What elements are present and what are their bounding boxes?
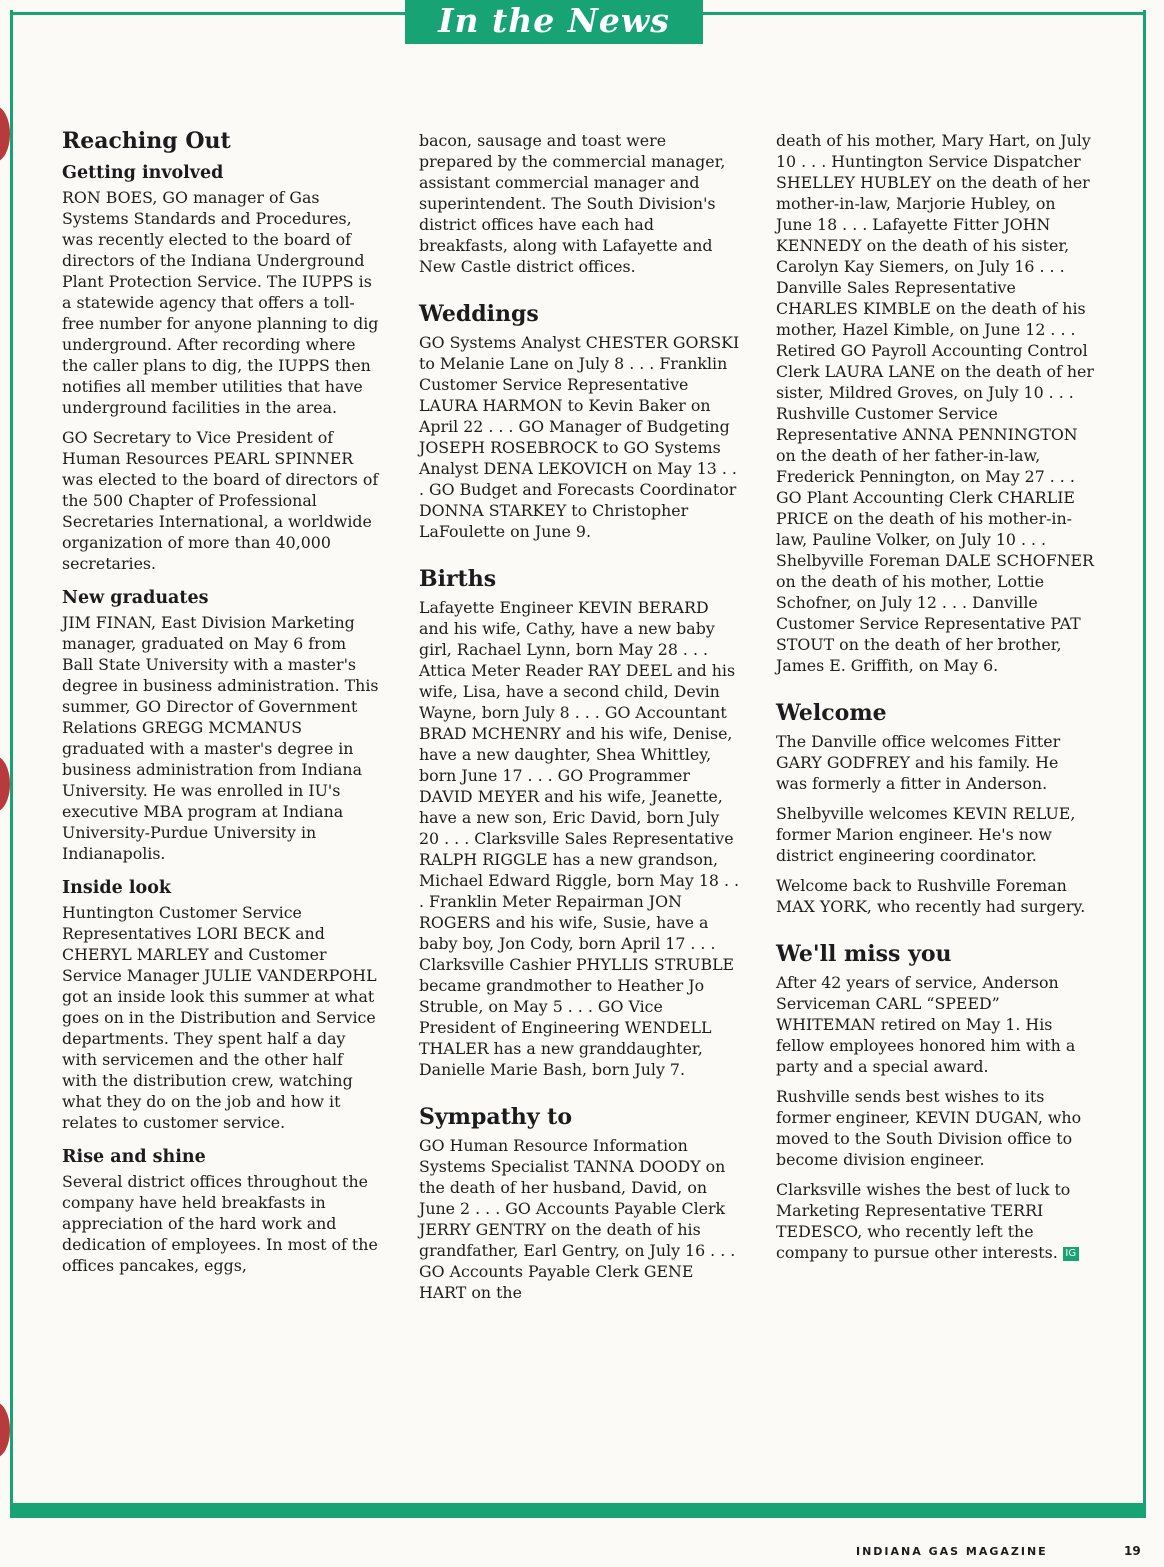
binder-hole-middle	[0, 756, 10, 812]
subhead-inside-look: Inside look	[62, 878, 171, 898]
column-1	[62, 128, 380, 1285]
paragraph: After 42 years of service, Anderson Serviceman CARL “SPEED” WHITEMAN retired on May 1. His fellow employees honored him with a party and a special award.	[776, 973, 1076, 1076]
end-mark-logo-icon: IG	[1063, 1247, 1079, 1261]
paragraph-final	[776, 1179, 1094, 1263]
paragraph-continued: bacon, sausage and toast were prepared by the commercial manager, assistant commercial manager and superintendent. The South Division's district offices have each had breakfasts, along with Lafayette and New Castle district offices.	[419, 131, 726, 276]
section-sympathy	[419, 1104, 741, 1303]
subhead-rise-and-shine: Rise and shine	[62, 1147, 206, 1167]
section-welcome	[776, 700, 1094, 917]
section-title-well-miss-you: We'll miss you	[776, 941, 952, 967]
paragraph: Shelbyville welcomes KEVIN RELUE, former Marion engineer. He's now district engineering coordinator.	[776, 804, 1076, 865]
paragraph: RON BOES, GO manager of Gas Systems Standards and Procedures, was recently elected to the board of directors of the Indiana Underground Plant Protection Service. The IUPPS is a statewide agency that offers a toll-free number for anyone planning to dig underground. After recording where the caller plans to dig, the IUPPS then notifies all member utilities that have underground facilities in the area.	[62, 188, 379, 417]
paragraph: GO Human Resource Information Systems Specialist TANNA DOODY on the death of her husband, David, on June 2 . . . GO Accounts Payable Clerk JERRY GENTRY on the death of his grandfather, Earl Gentry, on July 16 . . . GO Accounts Payable Clerk GENE HART on the	[419, 1136, 736, 1302]
paragraph-continued: death of his mother, Mary Hart, on July 10 . . . Huntington Service Dispatcher SHELLEY HUBLEY on the death of her mother-in-law, Marjorie Hubley, on June 18 . . . Lafayette Fitter JOHN KENNEDY on the death of his sister, Carolyn Kay Siemers, on July 16 . . . Danville Sales Representative CHARLES KIMBLE on the death of his mother, Hazel Kimble, on June 12 . . . Retired GO Payroll Accounting Control Clerk LAURA LANE on the death of her sister, Mildred Groves, on July 10 . . . Rushville Customer Service Representative ANNA PENNINGTON on the death of her father-in-law, Frederick Pennington, on May 27 . . . GO Plant Accounting Clerk CHARLIE PRICE on the death of his mother-in-law, Pauline Volker, on July 10 . . . Shelbyville Foreman DALE SCHOFNER on the death of his mother, Lottie Schofner, on July 12 . . . Danville Customer Service Representative PAT STOUT on the death of her brother, James E. Griffith, on May 6.	[776, 131, 1094, 675]
column-3	[776, 130, 1094, 1272]
section-title-sympathy: Sympathy to	[419, 1104, 573, 1130]
paragraph: Welcome back to Rushville Foreman MAX YORK, who recently had surgery.	[776, 876, 1086, 916]
paragraph: Huntington Customer Service Representatives LORI BECK and CHERYL MARLEY and Customer Service Manager JULIE VANDERPOHL got an inside look this summer at what goes on in the Distribution and Service departments. They spent half a day with servicemen and the other half with the distribution crew, watching what they do on the job and how it relates to customer service.	[62, 903, 377, 1132]
section-weddings	[419, 301, 741, 542]
paragraph: GO Secretary to Vice President of Human Resources PEARL SPINNER was elected to the board of directors of the 500 Chapter of Professional Secretaries International, a worldwide organization of more than 40,000 secretaries.	[62, 428, 379, 573]
subhead-getting-involved: Getting involved	[62, 163, 224, 183]
frame-top-rule-left	[10, 12, 406, 15]
paragraph-final-text: Clarksville wishes the best of luck to Marketing Representative TERRI TEDESCO, who recently left the company to pursue other interests.	[776, 1180, 1071, 1262]
section-well-miss-you	[776, 941, 1094, 1263]
paragraph: Several district offices throughout the company have held breakfasts in appreciation of the hard work and dedication of employees. In most of the offices pancakes, eggs,	[62, 1172, 378, 1275]
section-title-weddings: Weddings	[419, 301, 539, 327]
frame-top-rule-right	[702, 12, 1146, 15]
section-births	[419, 566, 741, 1080]
masthead-in-the-news: In the News	[405, 0, 703, 44]
paragraph: The Danville office welcomes Fitter GARY GODFREY and his family. He was formerly a fitter in Anderson.	[776, 732, 1061, 793]
section-title-welcome: Welcome	[776, 700, 887, 726]
page-number: 19	[1124, 1544, 1141, 1558]
bottom-color-band	[10, 1503, 1146, 1518]
paragraph: Rushville sends best wishes to its former engineer, KEVIN DUGAN, who moved to the South Division office to become division engineer.	[776, 1087, 1082, 1169]
column-2	[419, 130, 741, 1312]
paragraph: JIM FINAN, East Division Marketing manager, graduated on May 6 from Ball State University with a master's degree in business administration. This summer, GO Director of Government Relations GREGG MCMANUS graduated with a master's degree in business administration from Indiana University. He was enrolled in IU's executive MBA program at Indiana University-Purdue University in Indianapolis.	[62, 613, 379, 863]
section-title-reaching-out: Reaching Out	[62, 128, 231, 154]
page-footer	[856, 1545, 1146, 1558]
binder-hole-bottom	[0, 1402, 10, 1458]
binder-hole-top	[0, 106, 10, 162]
magazine-name: INDIANA GAS MAGAZINE	[856, 1545, 1048, 1558]
paragraph: Lafayette Engineer KEVIN BERARD and his wife, Cathy, have a new baby girl, Rachael Lynn, born May 28 . . . Attica Meter Reader RAY DEEL and his wife, Lisa, have a second child, Devin Wayne, born July 8 . . . GO Accountant BRAD MCHENRY and his wife, Denise, have a new daughter, Shea Whittley, born June 17 . . . GO Programmer DAVID MEYER and his wife, Jeanette, have a new son, Eric David, born July 20 . . . Clarksville Sales Representative RALPH RIGGLE has a new grandson, Michael Edward Riggle, born May 18 . . . Franklin Meter Repairman JON ROGERS and his wife, Susie, have a baby boy, Jon Cody, born April 17 . . . Clarksville Cashier PHYLLIS STRUBLE became grandmother to Heather Jo Struble, on May 5 . . . GO Vice President of Engineering WENDELL THALER has a new granddaughter, Danielle Marie Bash, born July 7.	[419, 598, 740, 1079]
paragraph: GO Systems Analyst CHESTER GORSKI to Melanie Lane on July 8 . . . Franklin Customer Service Representative LAURA HARMON to Kevin Baker on April 22 . . . GO Manager of Budgeting JOSEPH ROSEBROCK to GO Systems Analyst DENA LEKOVICH on May 13 . . . GO Budget and Forecasts Coordinator DONNA STARKEY to Christopher LaFoulette on June 9.	[419, 333, 740, 541]
section-title-births: Births	[419, 566, 497, 592]
subhead-new-graduates: New graduates	[62, 588, 209, 608]
